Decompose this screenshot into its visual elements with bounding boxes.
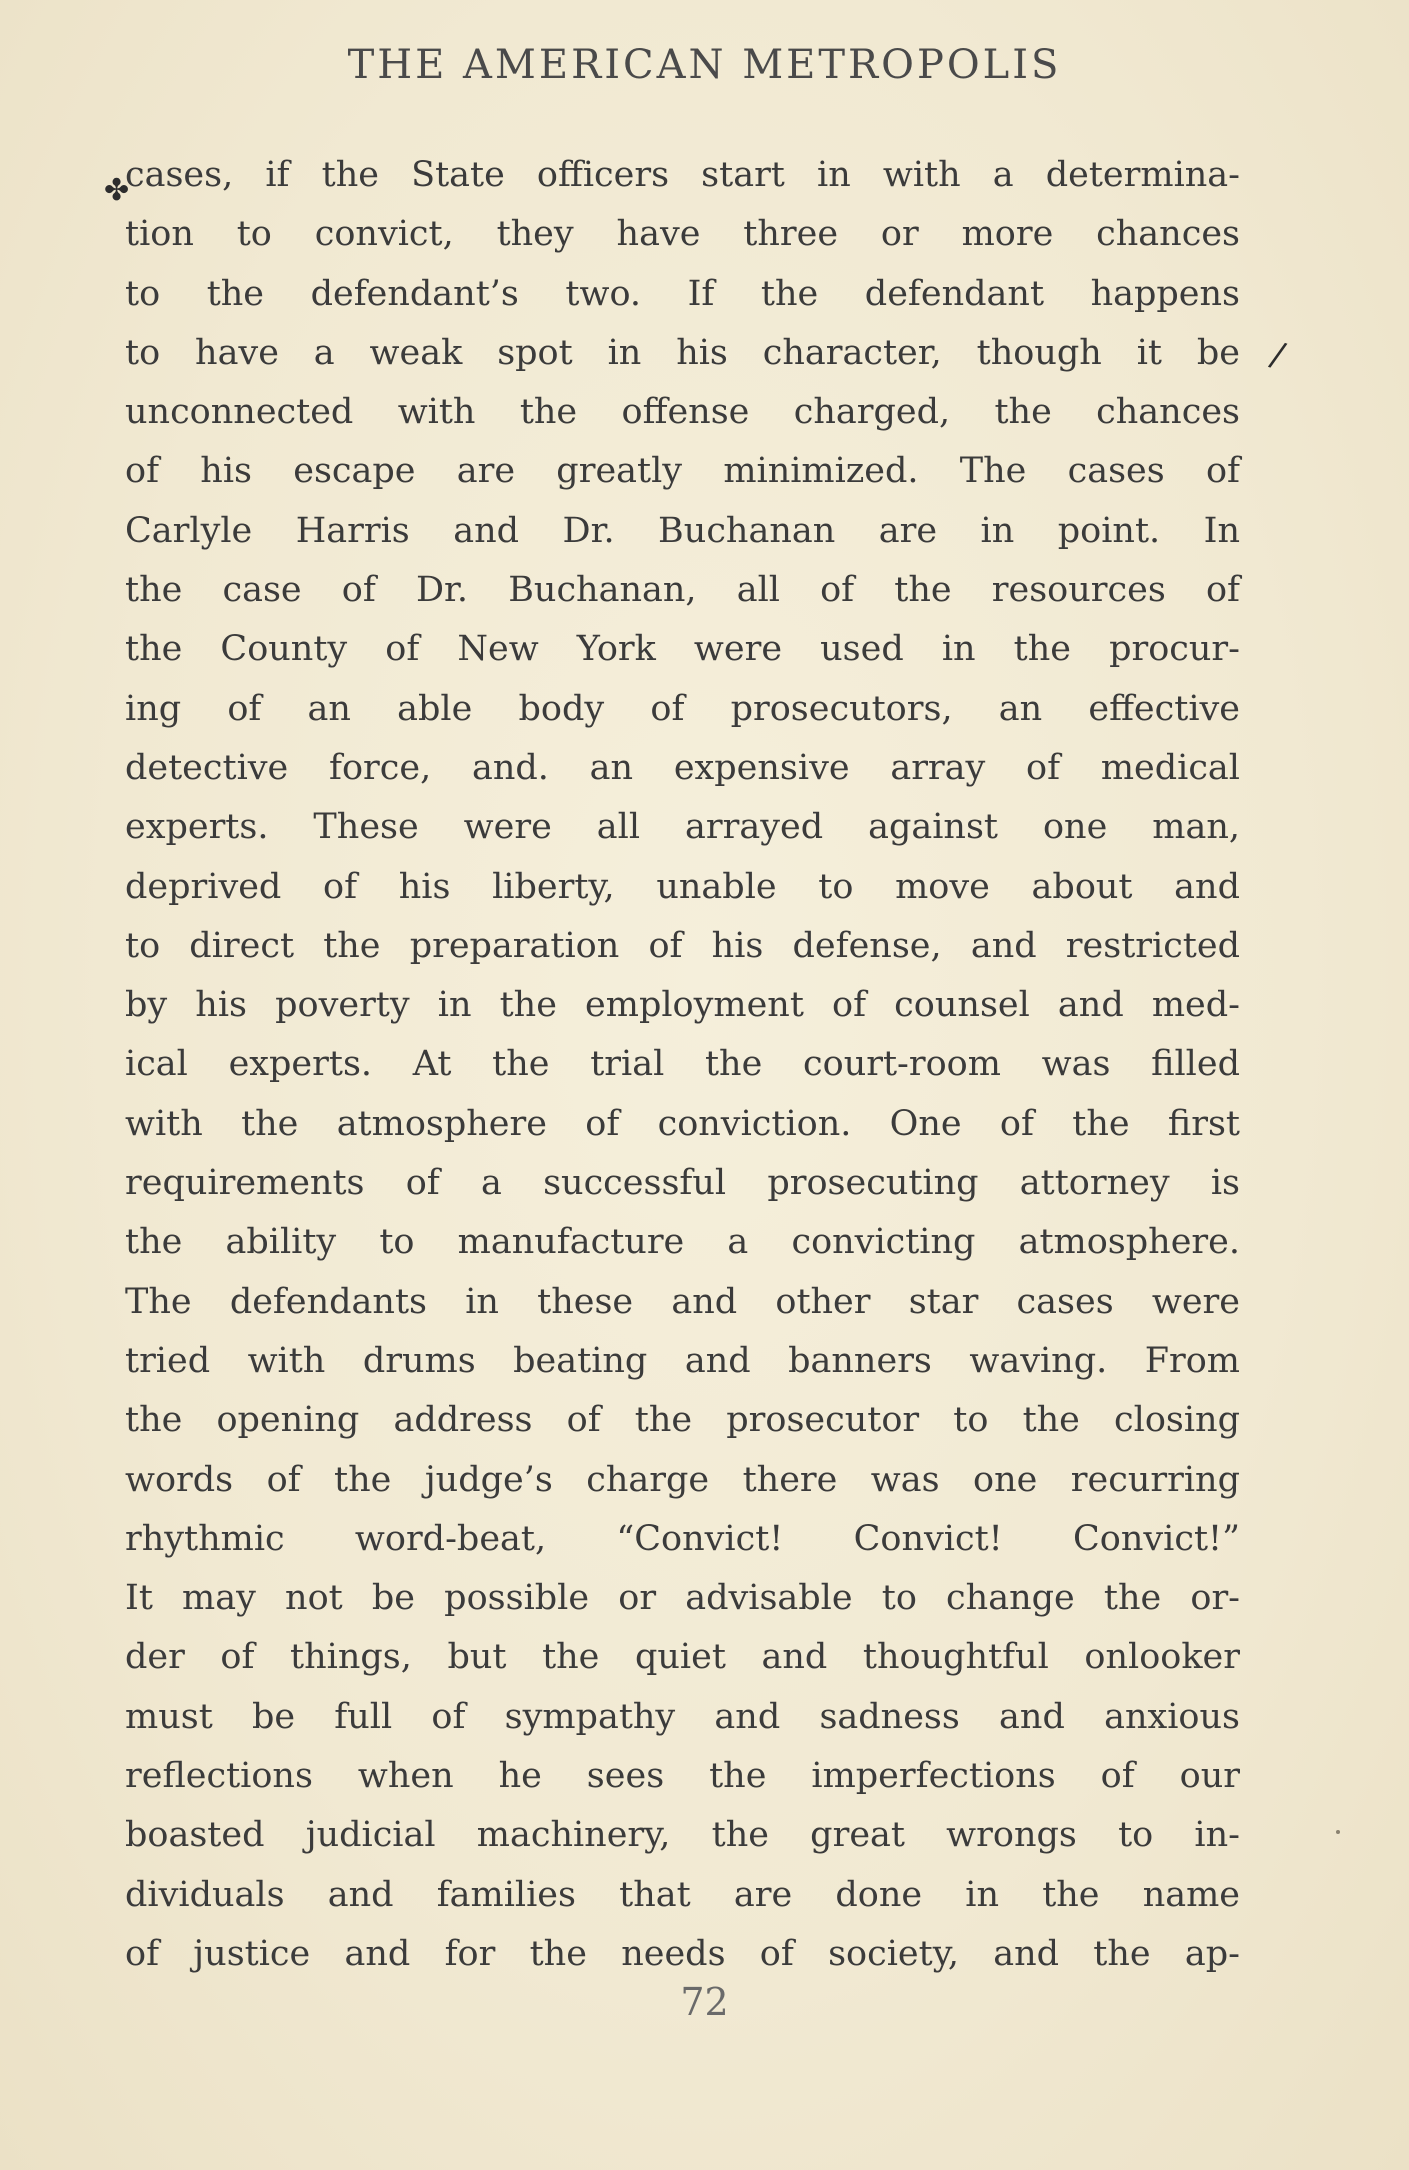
text-line: reflections when he sees the imperfections of our xyxy=(125,1756,1240,1797)
text-line: ing of an able body of prosecutors, an effective xyxy=(125,688,1240,729)
text-line: to have a weak spot in his character, though it be xyxy=(125,332,1240,373)
text-line: requirements of a successful prosecuting attorney is xyxy=(125,1163,1240,1204)
text-line: words of the judge’s charge there was one recurring xyxy=(125,1459,1240,1500)
text-line: cases, if the State officers start in with a determina- xyxy=(125,155,1240,195)
text-line: with the atmosphere of conviction. One of the first xyxy=(125,1103,1240,1144)
text-line: must be full of sympathy and sadness and anxious xyxy=(125,1696,1240,1737)
text-line: the County of New York were used in the procur- xyxy=(125,629,1240,670)
text-line: boasted judicial machinery, the great wrongs to in- xyxy=(125,1815,1240,1856)
text-line: Carlyle Harris and Dr. Buchanan are in point. In xyxy=(125,510,1240,551)
text-line: the opening address of the prosecutor to the closing xyxy=(125,1400,1240,1441)
body-text xyxy=(125,146,1240,1984)
ink-speck xyxy=(1336,1830,1340,1834)
text-line: the ability to manufacture a convicting atmosphere. xyxy=(125,1222,1240,1263)
text-line: tried with drums beating and banners waving. From xyxy=(125,1340,1240,1381)
text-line: der of things, but the quiet and thoughtful onlooker xyxy=(125,1637,1240,1678)
text-line: of justice and for the needs of society, and the ap- xyxy=(125,1933,1240,1974)
text-line: dividuals and families that are done in the name xyxy=(125,1874,1240,1915)
text-line: deprived of his liberty, unable to move about and xyxy=(125,866,1240,907)
page-number: 72 xyxy=(680,1980,729,2024)
text-line: detective force, and. an expensive array of medical xyxy=(125,747,1240,788)
text-line: to the defendant’s two. If the defendant happens xyxy=(125,273,1240,314)
margin-tick-icon: / xyxy=(1266,334,1290,376)
printer-mark-icon: ✤ xyxy=(104,173,130,208)
text-line: unconnected with the offense charged, the chances xyxy=(125,392,1240,433)
text-line: of his escape are greatly minimized. The cases of xyxy=(125,451,1240,492)
text-line: It may not be possible or advisable to change the or- xyxy=(125,1578,1240,1619)
text-line: tion to convict, they have three or more chances xyxy=(125,214,1240,255)
text-line: by his poverty in the employment of counsel and med- xyxy=(125,985,1240,1026)
text-line: ical experts. At the trial the court-room was filled xyxy=(125,1044,1240,1085)
text-line: The defendants in these and other star cases were xyxy=(125,1281,1240,1322)
text-line: the case of Dr. Buchanan, all of the resources of xyxy=(125,570,1240,611)
text-line: experts. These were all arrayed against one man, xyxy=(125,807,1240,848)
text-line: to direct the preparation of his defense, and restricted xyxy=(125,925,1240,966)
running-head: THE AMERICAN METROPOLIS xyxy=(347,42,1062,88)
text-line: rhythmic word-beat, “Convict! Convict! Convict!” xyxy=(125,1518,1240,1559)
